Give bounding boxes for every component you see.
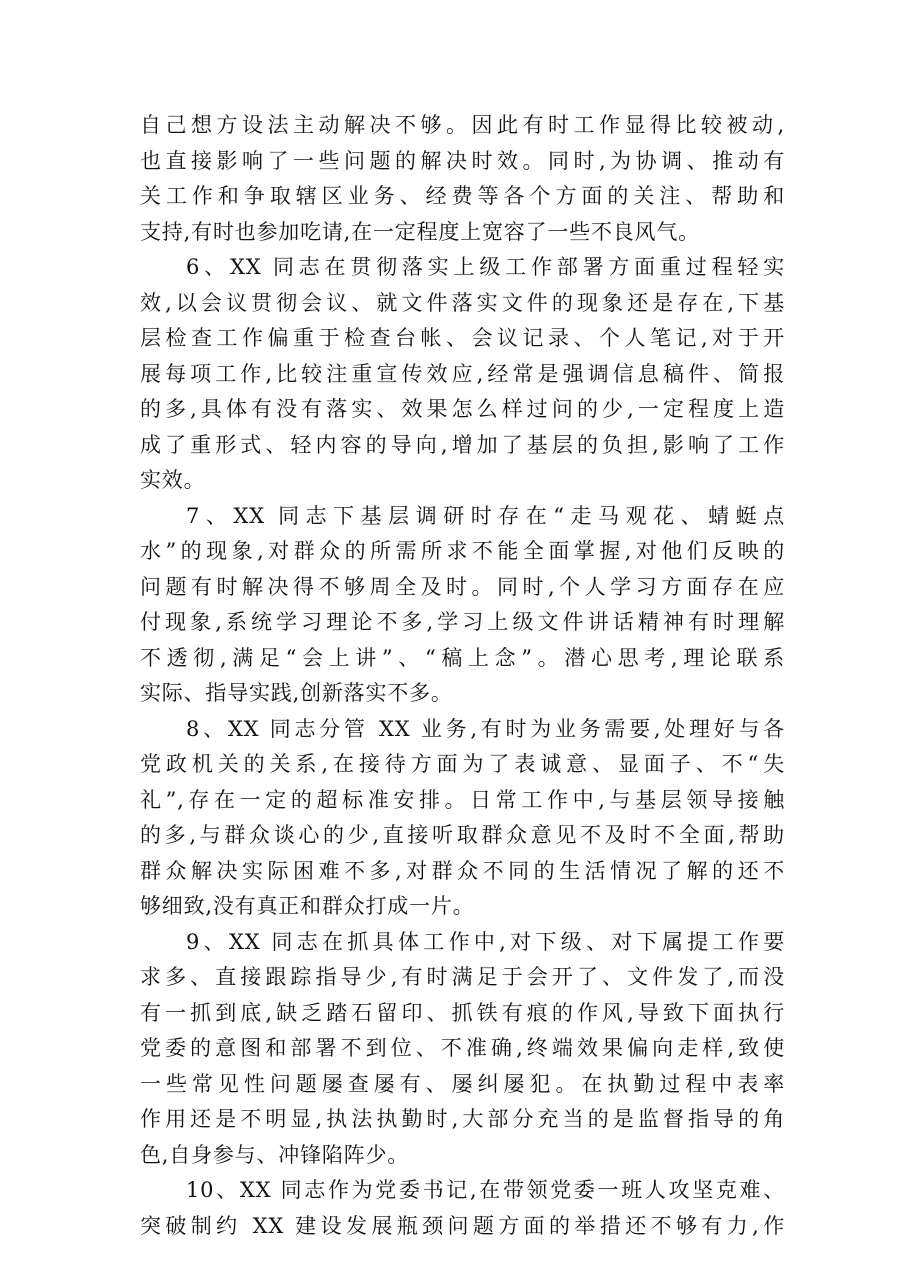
text-line: 求多、直接跟踪指导少,有时满足于会开了、文件发了,而没 [140,965,785,989]
text-line: 一些常见性问题屡查屡有、屡纠屡犯。在执勤过程中表率 [140,1071,785,1096]
text-line: 水”的现象,对群众的所需所求不能全面掌握,对他们反映的 [140,539,785,563]
paragraph-first-line: 10、XX 同志作为党委书记,在带领党委一班人攻坚克难、 [186,1178,785,1202]
text-line: 实效。 [140,468,206,492]
paragraph-first-line: 6、XX 同志在贯彻落实上级工作部署方面重过程轻实 [186,255,785,279]
text-line: 突破制约 XX 建设发展瓶颈问题方面的举措还不够有力,作 [140,1213,785,1238]
text-line: 自己想方设法主动解决不够。因此有时工作显得比较被动, [140,113,785,137]
text-line: 党委的意图和部署不到位、不准确,终端效果偏向走样,致使 [140,1036,785,1060]
text-line: 群众解决实际困难不多,对群众不同的生活情况了解的还不 [140,858,785,883]
text-line: 支持,有时也参加吃请,在一定程度上宽容了一些不良风气。 [140,219,700,244]
document-body [140,108,785,1244]
text-line: 效,以会议贯彻会议、就文件落实文件的现象还是存在,下基 [140,290,785,315]
text-line: 色,自身参与、冲锋陷阵少。 [140,1142,410,1167]
text-line: 实际、指导实践,创新落实不多。 [140,681,453,705]
text-line: 不透彻,满足“会上讲”、“稿上念”。潜心思考,理论联系 [140,645,785,670]
text-line: 礼”,存在一定的超标准安排。日常工作中,与基层领导接触 [140,787,785,812]
text-line: 问题有时解决得不够周全及时。同时,个人学习方面存在应 [140,574,785,599]
text-line: 有一抓到底,缺乏踏石留印、抓铁有痕的作风,导致下面执行 [140,1000,785,1025]
text-line: 作用还是不明显,执法执勤时,大部分充当的是监督指导的角 [140,1107,785,1131]
text-line: 层检查工作偏重于检查台帐、会议记录、个人笔记,对于开 [140,326,785,350]
paragraph-first-line: 9、XX 同志在抓具体工作中,对下级、对下属提工作要 [186,929,785,954]
text-line: 的多,具体有没有落实、效果怎么样过问的少,一定程度上造 [140,397,785,421]
text-line: 党政机关的关系,在接待方面为了表诚意、显面子、不“失 [140,752,785,776]
text-line: 成了重形式、轻内容的导向,增加了基层的负担,影响了工作 [140,432,785,457]
paragraph-first-line: 8、XX 同志分管 XX 业务,有时为业务需要,处理好与各 [186,716,785,741]
text-line: 展每项工作,比较注重宣传效应,经常是强调信息稿件、简报 [140,361,785,386]
text-line: 的多,与群众谈心的少,直接听取群众意见不及时不全面,帮助 [140,823,785,847]
text-line: 关工作和争取辖区业务、经费等各个方面的关注、帮助和 [140,184,785,208]
paragraph-first-line: 7、XX 同志下基层调研时存在“走马观花、蜻蜓点 [186,503,785,528]
text-line: 也直接影响了一些问题的解决时效。同时,为协调、推动有 [140,148,785,173]
text-line: 付现象,系统学习理论不多,学习上级文件讲话精神有时理解 [140,610,785,634]
text-line: 够细致,没有真正和群众打成一片。 [140,894,475,918]
